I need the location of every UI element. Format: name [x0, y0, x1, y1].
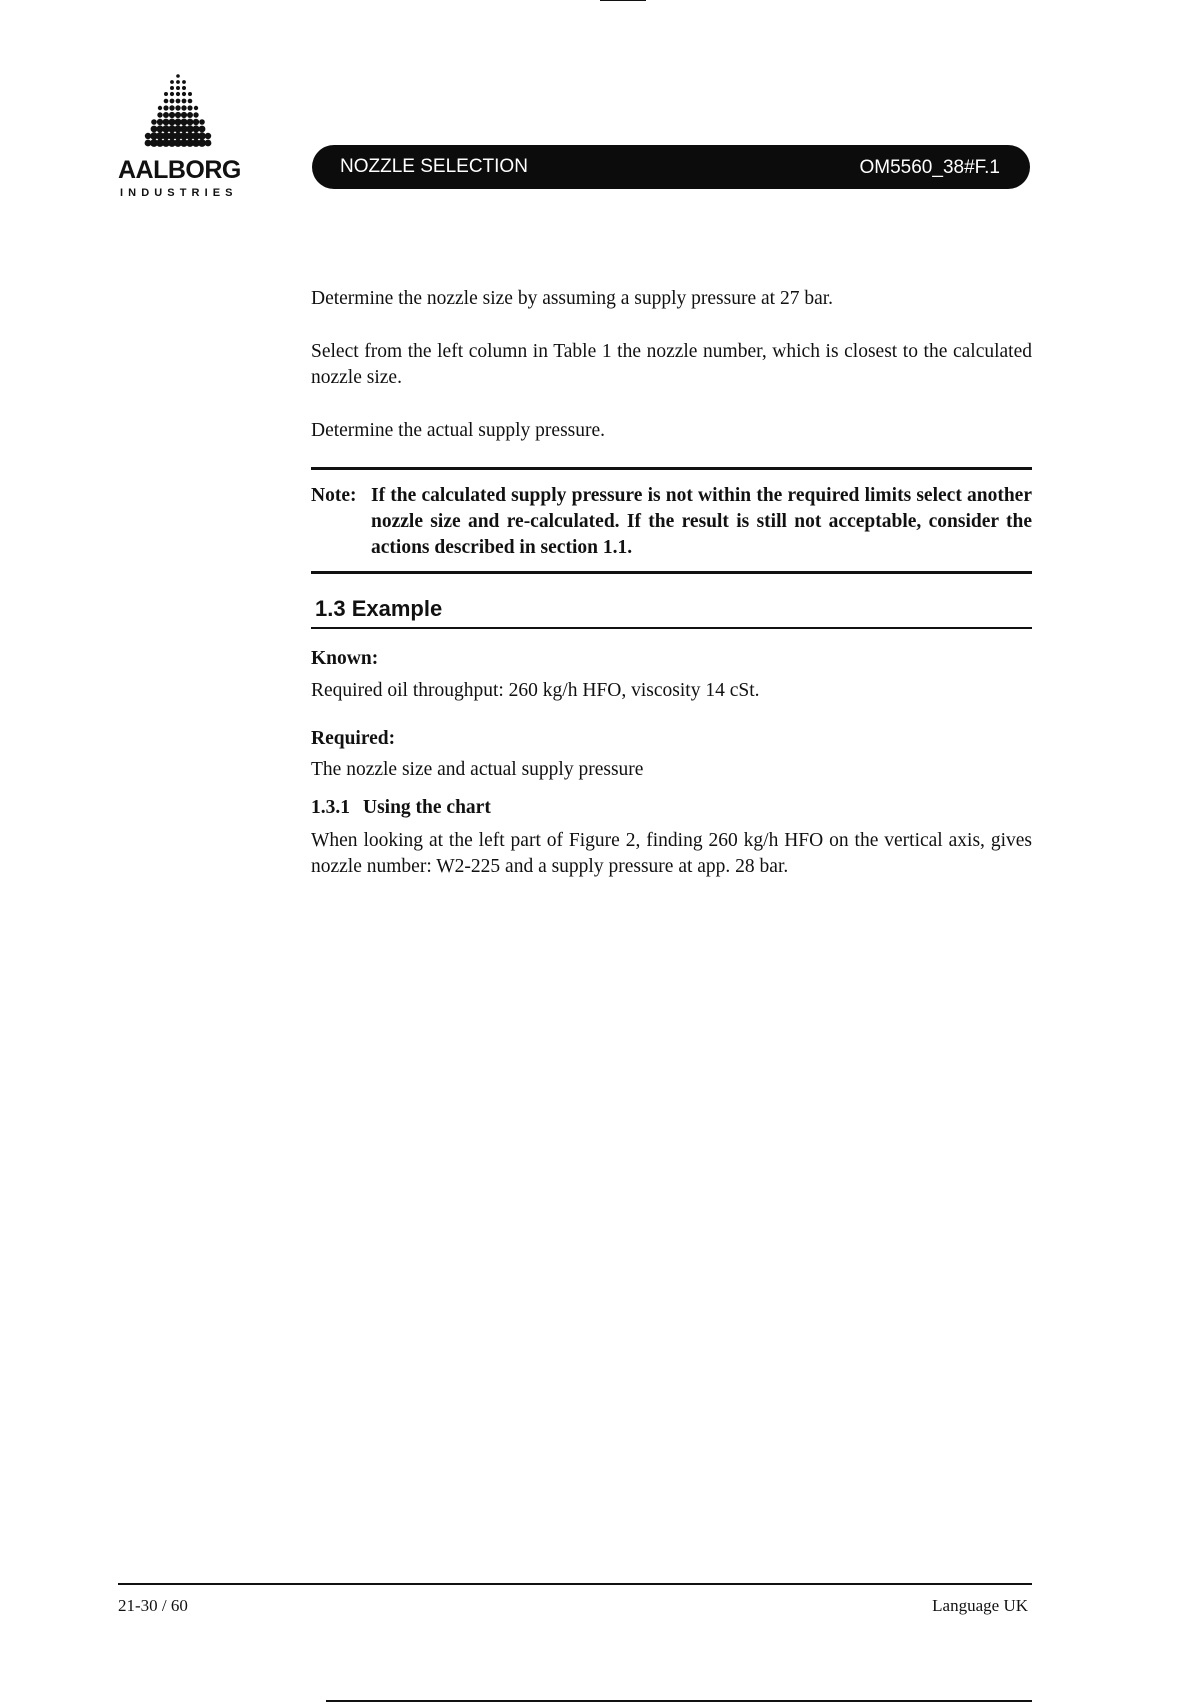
paragraph: Select from the left column in Table 1 the nozzle number, which is closest to the calculated nozzle size.: [311, 341, 1032, 388]
subsection-number: 1.3.1: [311, 797, 350, 818]
section-title: NOZZLE SELECTION: [340, 156, 528, 177]
page-content: [311, 286, 1032, 880]
subsection-heading: [311, 795, 1032, 821]
logo-subtitle: INDUSTRIES: [120, 187, 238, 199]
page-number: 21-30 / 60: [118, 1596, 188, 1615]
section-header-bar: [312, 145, 1030, 189]
language-label: Language UK: [932, 1596, 1028, 1615]
note-text: If the calculated supply pressure is not within the required limits select another nozzle size and re-calculated. If the result is still not acceptable, consider the actions described in section 1.1.: [371, 485, 1032, 558]
logo-mark-icon: [138, 72, 218, 152]
section-heading: 1.3 Example: [311, 595, 1032, 629]
paragraph: Determine the actual supply pressure.: [311, 420, 606, 441]
paragraph: Determine the nozzle size by assuming a supply pressure at 27 bar.: [311, 288, 834, 309]
bottom-rule: [326, 1700, 1032, 1702]
logo-name: AALBORG: [118, 156, 241, 184]
company-logo: [118, 72, 258, 202]
known-label: Known:: [311, 648, 379, 669]
note-box: [311, 467, 1032, 574]
paragraph: When looking at the left part of Figure 2, finding 260 kg/h HFO on the vertical axis, gives nozzle number: W2-225 and a supply pressure at app. 28 bar.: [311, 830, 1032, 877]
required-label: Required:: [311, 728, 396, 749]
footer-rule: [118, 1583, 1032, 1585]
note-label: Note:: [311, 485, 357, 506]
top-rule: [600, 0, 646, 1]
known-text: Required oil throughput: 260 kg/h HFO, viscosity 14 cSt.: [311, 680, 760, 701]
required-text: The nozzle size and actual supply pressure: [311, 759, 644, 780]
subsection-title: Using the chart: [363, 797, 491, 818]
document-code: OM5560_38#F.1: [859, 157, 1000, 178]
